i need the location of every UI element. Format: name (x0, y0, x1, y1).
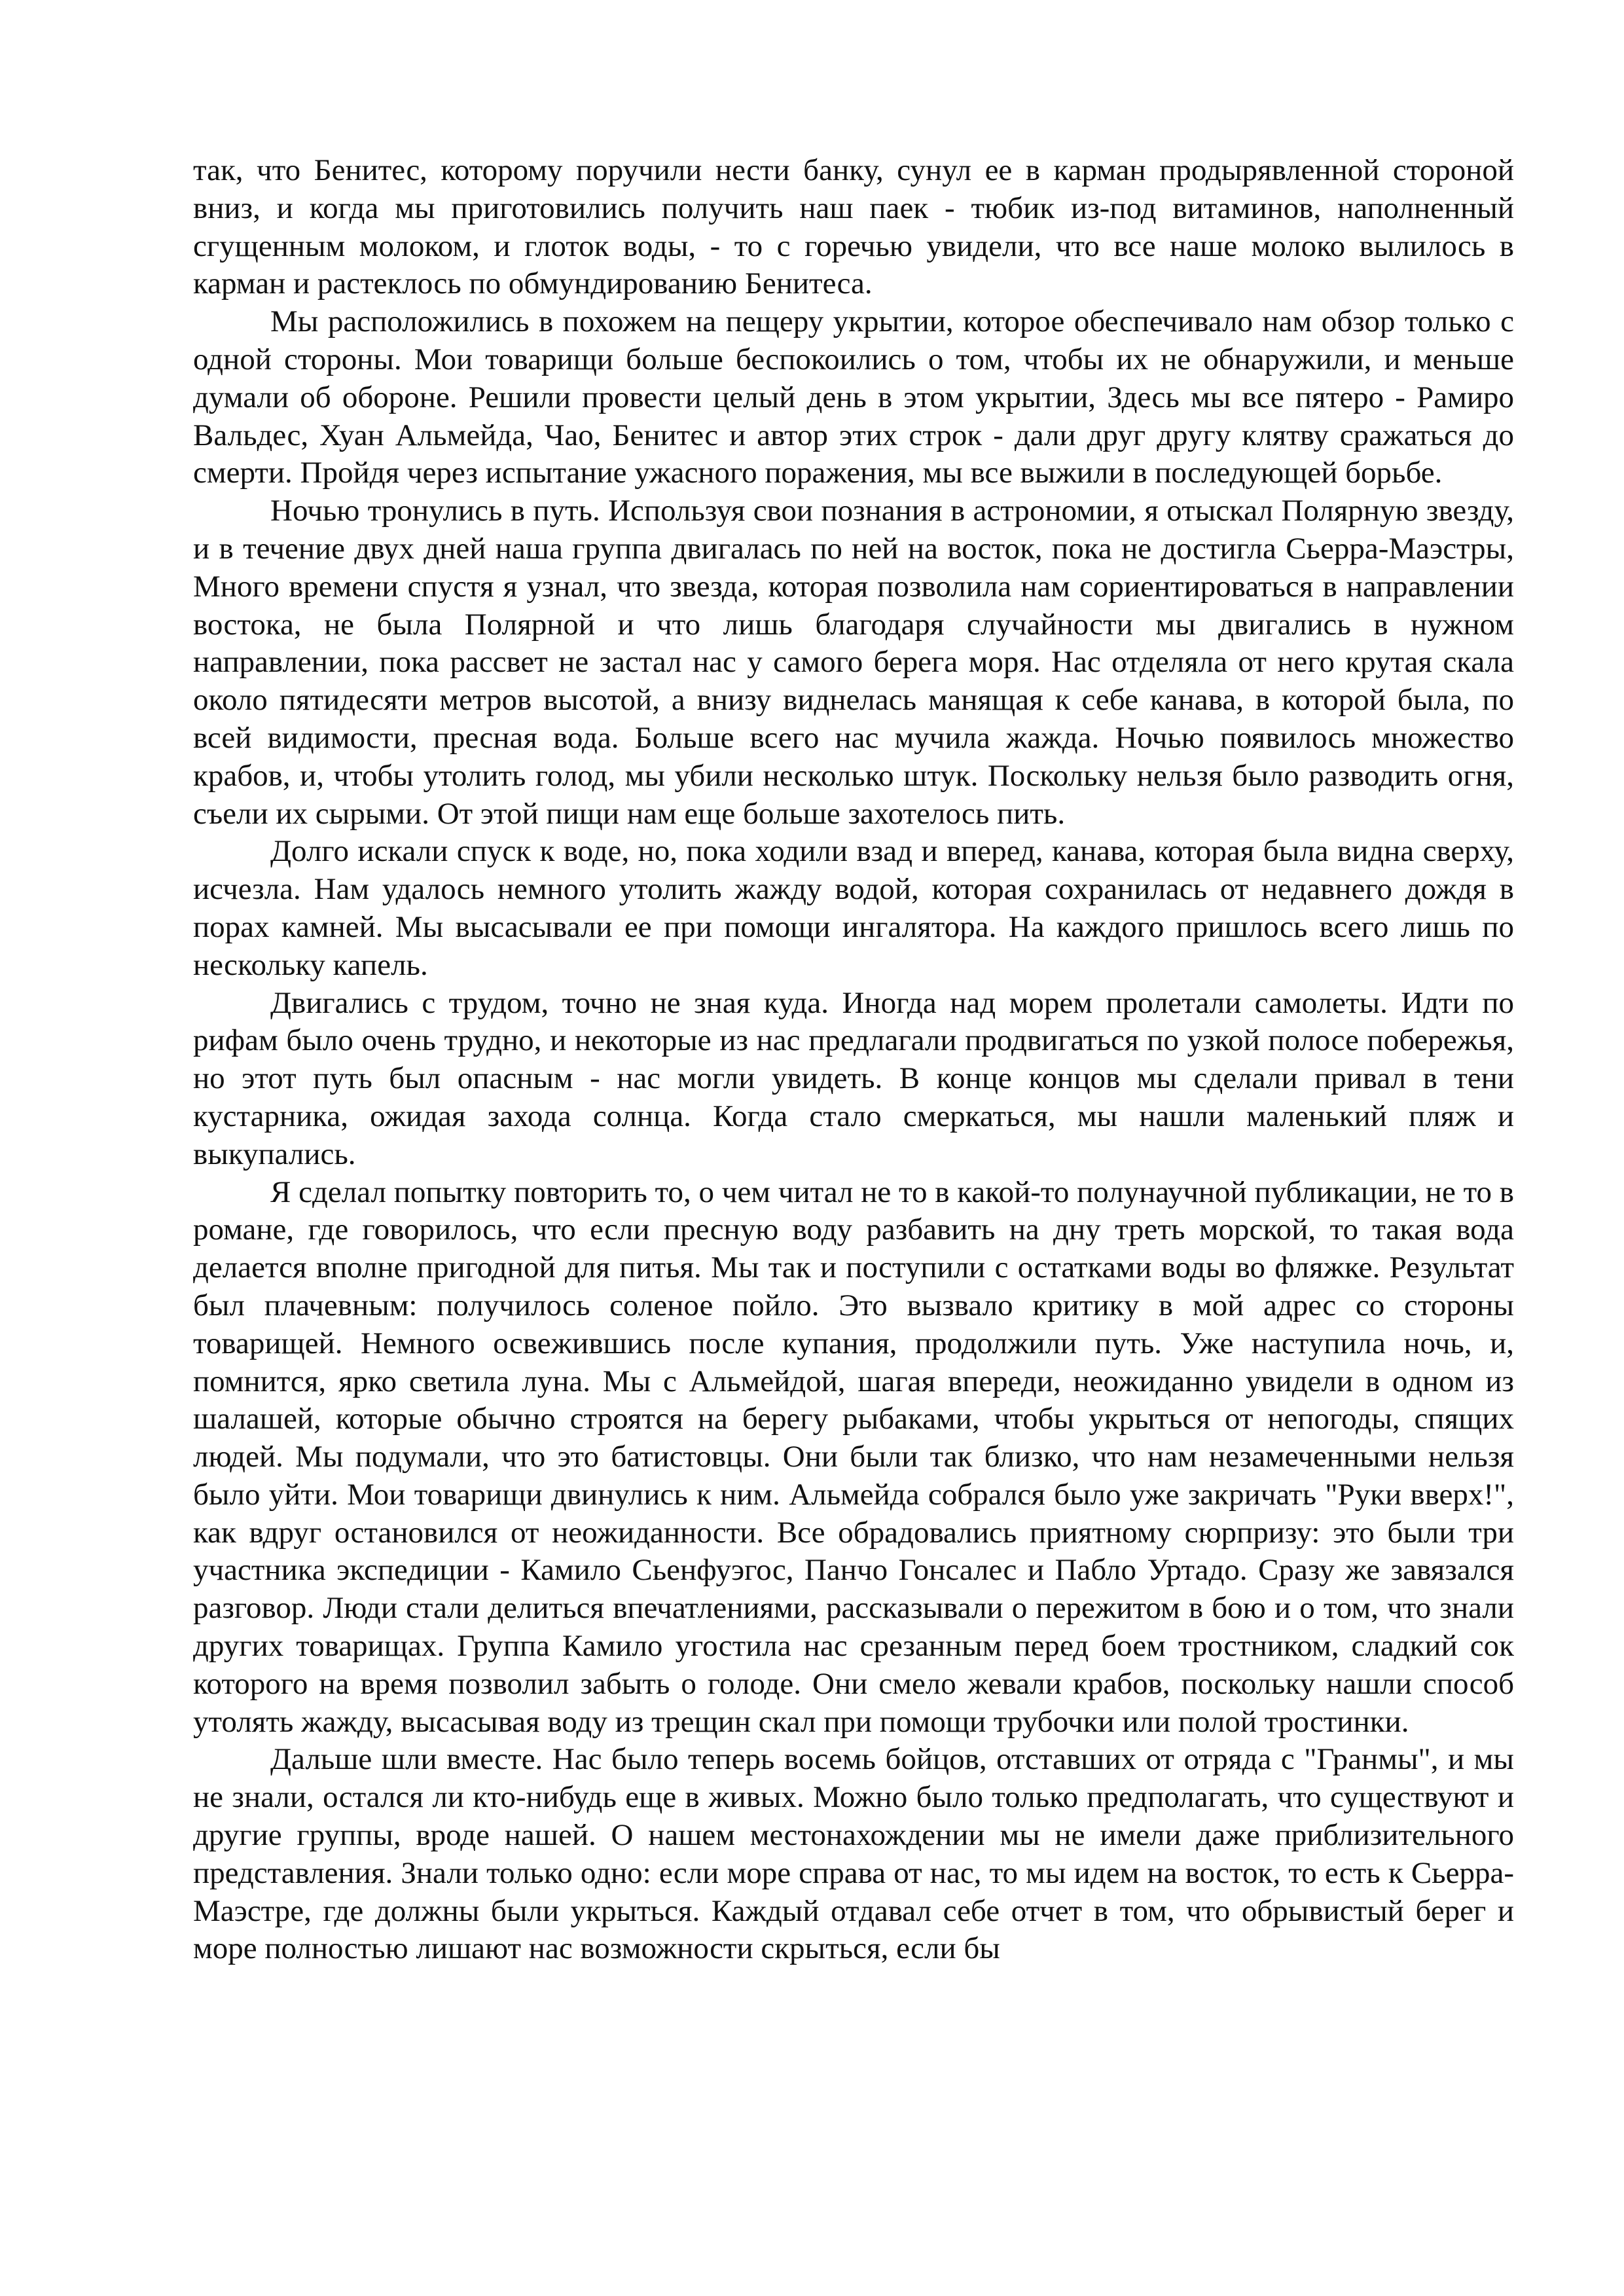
text-column (193, 152, 1514, 1968)
paragraph-1: так, что Бенитес, которому поручили нести банку, сунул ее в карман продырявленной стороной вниз, и когда мы приготовились получить наш паек - тюбик из-под витаминов, наполненный сгущенным молоком, и глоток воды, - то с горечью увидели, что все наше молоко вылилось в карман и растеклось по обмундированию Бенитеса. (193, 153, 1514, 301)
paragraph-7: Дальше шли вместе. Нас было теперь восемь бойцов, отставших от отряда с "Гранмы", и мы не знали, остался ли кто-нибудь еще в живых. Можно было только предполагать, что существуют и другие группы, вроде нашей. О нашем местонахождении мы не имели даже приблизительного представления. Знали только одно: если море справа от нас, то мы идем на восток, то есть к Сьерра-Маэстре, где должны были укрыться. Каждый отдавал себе отчет в том, что обрывистый берег и море полностью лишают нас возможности скрыться, если бы (193, 1742, 1514, 1966)
paragraph-2: Мы расположились в похожем на пещеру укрытии, которое обеспечивало нам обзор только с одной стороны. Мои товарищи больше беспокоились о том, чтобы их не обнаружили, и меньше думали об обороне. Решили провести целый день в этом укрытии, Здесь мы все пятеро - Рамиро Вальдес, Хуан Альмейда, Чао, Бенитес и автор этих строк - дали друг другу клятву сражаться до смерти. Пройдя через испытание ужасного поражения, мы все выжили в последующей борьбе. (193, 304, 1514, 490)
paragraph-6: Я сделал попытку повторить то, о чем читал не то в какой-то полунаучной публикации, не то в романе, где говорилось, что если пресную воду разбавить на дну треть морской, то такая вода делается вполне пригодной для питья. Мы так и поступили с остатками воды во фляжке. Результат был плачевным: получилось соленое пойло. Это вызвало критику в мой адрес со стороны товарищей. Немного освежившись после купания, продолжили путь. Уже наступила ночь, и, помнится, ярко светила луна. Мы с Альмейдой, шагая впереди, неожиданно увидели в одном из шалашей, которые обычно строятся на берегу рыбаками, чтобы укрыться от непогоды, спящих людей. Мы подумали, что это батистовцы. Они были так близко, что нам незамеченными нельзя было уйти. Мои товарищи двинулись к ним. Альмейда собрался было уже закричать "Руки вверх!", как вдруг остановился от неожиданности. Все обрадовались приятному сюрпризу: это были три участника экспедиции - Камило Сьенфуэгос, Панчо Гонсалес и Пабло Уртадо. Сразу же завязался разговор. Люди стали делиться впечатлениями, рассказывали о пережитом в бою и о том, что знали других товарищах. Группа Камило угостила нас срезанным перед боем тростником, сладкий сок которого на время позволил забыть о голоде. Они смело жевали крабов, поскольку нашли способ утолять жажду, высасывая воду из трещин скал при помощи трубочки или полой тростинки. (193, 1175, 1514, 1739)
paragraph-4: Долго искали спуск к воде, но, пока ходили взад и вперед, канава, которая была видна сверху, исчезла. Нам удалось немного утолить жажду водой, которая сохранилась от недавнего дождя в порах камней. Мы высасывали ее при помощи ингалятора. На каждого пришлось всего лишь по нескольку капель. (193, 834, 1514, 982)
paragraph-3: Ночью тронулись в путь. Используя свои познания в астрономии, я отыскал Полярную звезду, и в течение двух дней наша группа двигалась по ней на восток, пока не достигла Сьерра-Маэстры, Много времени спустя я узнал, что звезда, которая позволила нам сориентироваться в направлении востока, не была Полярной и что лишь благодаря случайности мы двигались в нужном направлении, пока рассвет не застал нас у самого берега моря. Нас отделяла от него крутая скала около пятидесяти метров высотой, а внизу виднелась манящая к себе канава, в которой была, по всей видимости, пресная вода. Больше всего нас мучила жажда. Ночью появилось множество крабов, и, чтобы утолить голод, мы убили несколько штук. Поскольку нельзя было разводить огня, съели их сырыми. От этой пищи нам еще больше захотелось пить. (193, 494, 1514, 831)
paragraph-5: Двигались с трудом, точно не зная куда. Иногда над морем пролетали самолеты. Идти по рифам было очень трудно, и некоторые из нас предлагали продвигаться по узкой полосе побережья, но этот путь был опасным - нас могли увидеть. В конце концов мы сделали привал в тени кустарника, ожидая захода солнца. Когда стало смеркаться, мы нашли маленький пляж и выкупались. (193, 985, 1514, 1171)
